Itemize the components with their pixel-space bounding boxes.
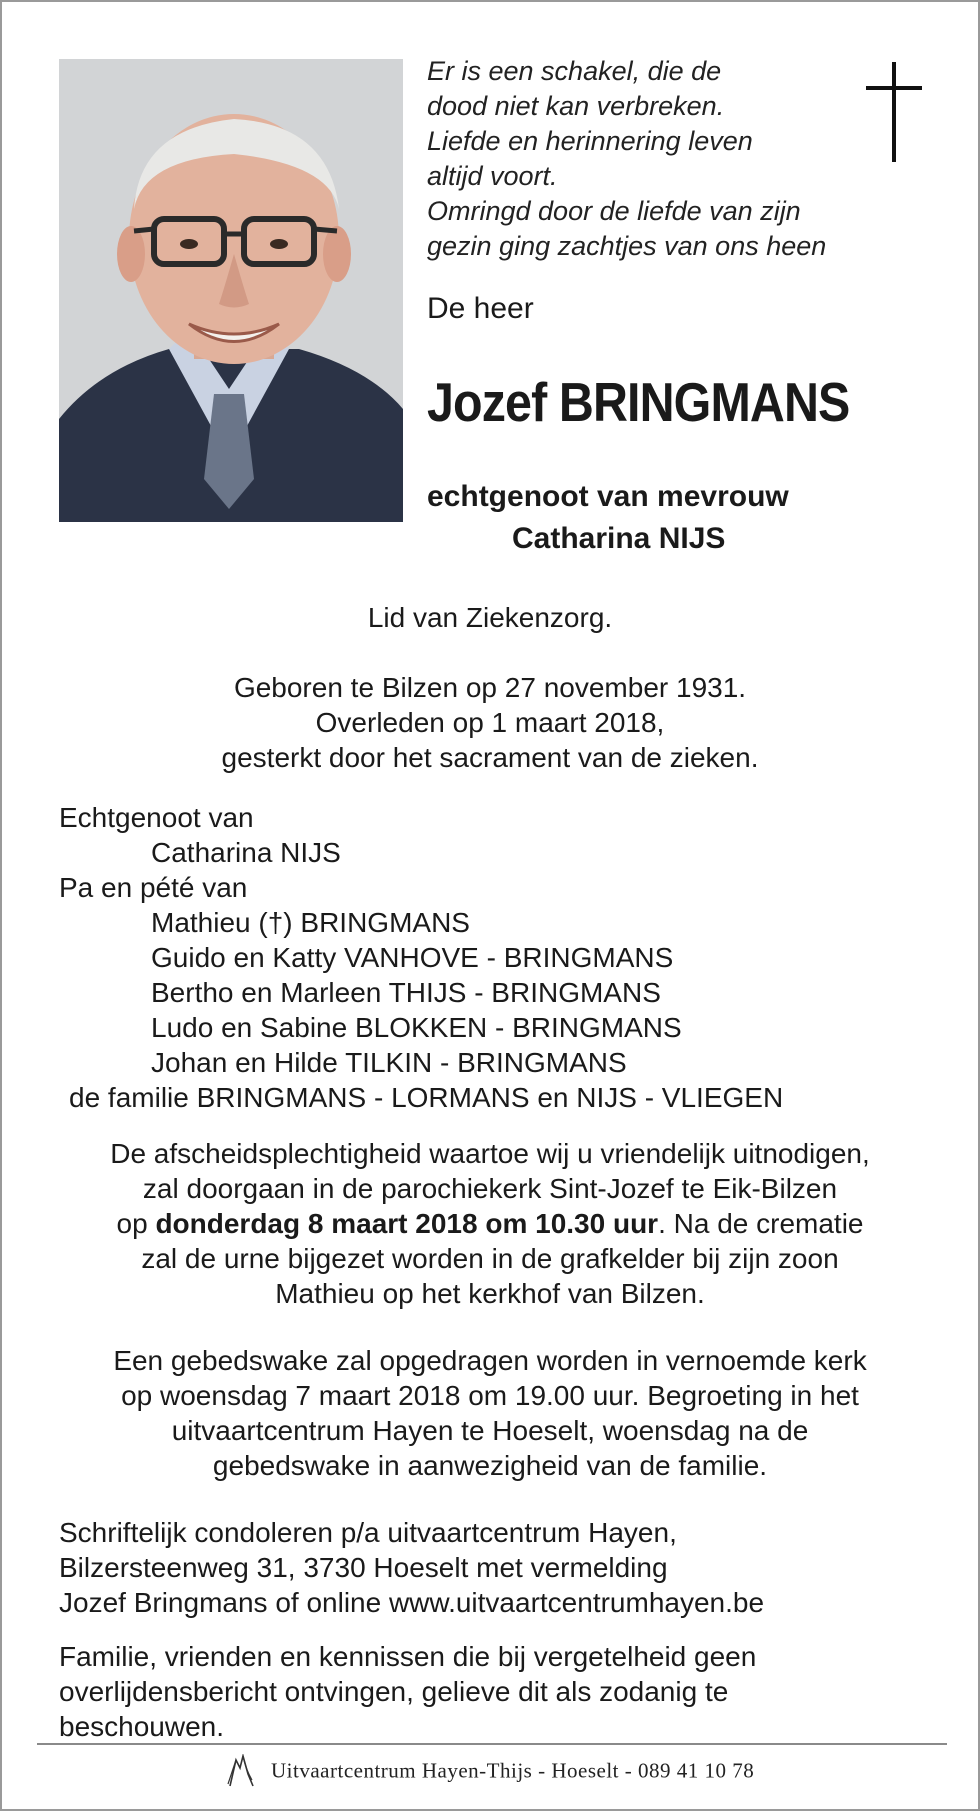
portrait-photo <box>59 59 403 522</box>
deceased-name: Jozef BRINGMANS <box>427 371 850 433</box>
condolence-line: Jozef Bringmans of online www.uitvaartcentrumhayen.be <box>59 1587 765 1618</box>
extended-family: de familie BRINGMANS - LORMANS en NIJS - VLIEGEN <box>69 1082 784 1113</box>
funeral-home-footer <box>2 1754 978 1788</box>
quote-line: Omringd door de liefde van zijn <box>427 196 801 226</box>
life-dates <box>2 670 978 775</box>
wake-info <box>2 1343 978 1483</box>
spouse-heading-line2: Catharina NIJS <box>512 522 726 555</box>
notice-line: beschouwen. <box>59 1711 225 1742</box>
wake-line: op woensdag 7 maart 2018 om 19.00 uur. Begroeting in het <box>121 1380 859 1411</box>
membership: Lid van Ziekenzorg. <box>367 602 613 633</box>
notice-line: Familie, vrienden en kennissen die bij vergetelheid geen <box>59 1641 757 1672</box>
ceremony-line-suffix: . Na de crematie <box>658 1208 864 1239</box>
quote-line: Liefde en herinnering leven <box>427 126 753 156</box>
sacrament-line: gesterkt door het sacrament van de zieken. <box>221 742 759 773</box>
spouse-name: Catharina NIJS <box>151 837 341 868</box>
wake-line: Een gebedswake zal opgedragen worden in vernoemde kerk <box>113 1345 867 1376</box>
death-line: Overleden op 1 maart 2018, <box>315 707 665 738</box>
ceremony-line: zal doorgaan in de parochiekerk Sint-Jozef te Eik-Bilzen <box>142 1173 838 1204</box>
ceremony-line: De afscheidsplechtigheid waartoe wij u vriendelijk uitnodigen, <box>110 1138 870 1169</box>
spouse-heading-line1: echtgenoot van mevrouw <box>427 480 789 513</box>
child-entry: Ludo en Sabine BLOKKEN - BRINGMANS <box>151 1012 682 1043</box>
condolence-line: Schriftelijk condoleren p/a uitvaartcentrum Hayen, <box>59 1517 677 1548</box>
footer-divider <box>37 1743 947 1745</box>
memorial-quote <box>427 54 857 264</box>
children-label: Pa en pété van <box>59 872 248 903</box>
condolence-info <box>59 1515 764 1620</box>
quote-line: Er is een schakel, die de <box>427 56 722 86</box>
ceremony-line: zal de urne bijgezet worden in de grafkelder bij zijn zoon <box>141 1243 839 1274</box>
birth-line: Geboren te Bilzen op 27 november 1931. <box>233 672 747 703</box>
portrait-illustration <box>59 59 403 522</box>
honorific: De heer <box>427 292 534 325</box>
notice-info <box>59 1639 756 1744</box>
notice-line: overlijdensbericht ontvingen, gelieve dit als zodanig te <box>59 1676 729 1707</box>
ceremony-datetime: donderdag 8 maart 2018 om 10.30 uur <box>155 1208 659 1239</box>
cross-icon <box>866 62 922 162</box>
spouse-label: Echtgenoot van <box>59 802 254 833</box>
footer-text: Uitvaartcentrum Hayen-Thijs - Hoeselt - 089 41 10 78 <box>271 1758 755 1783</box>
wake-line: uitvaartcentrum Hayen te Hoeselt, woensdag na de <box>171 1415 809 1446</box>
child-entry: Johan en Hilde TILKIN - BRINGMANS <box>151 1047 627 1078</box>
quote-line: gezin ging zachtjes van ons heen <box>427 231 827 261</box>
child-entry: Guido en Katty VANHOVE - BRINGMANS <box>151 942 674 973</box>
condolence-line: Bilzersteenweg 31, 3730 Hoeselt met vermelding <box>59 1552 668 1583</box>
funeral-home-logo-icon <box>226 1754 256 1788</box>
child-entry: Bertho en Marleen THIJS - BRINGMANS <box>151 977 661 1008</box>
ceremony-info <box>2 1136 978 1311</box>
ceremony-line-prefix: op <box>116 1208 156 1239</box>
child-entry: Mathieu (†) BRINGMANS <box>151 907 470 938</box>
ceremony-line <box>2 1206 978 1241</box>
ceremony-line: Mathieu op het kerkhof van Bilzen. <box>275 1278 705 1309</box>
quote-line: dood niet kan verbreken. <box>427 91 725 121</box>
wake-line: gebedswake in aanwezigheid van de familie. <box>212 1450 768 1481</box>
family-list <box>59 800 783 1115</box>
quote-line: altijd voort. <box>427 161 558 191</box>
